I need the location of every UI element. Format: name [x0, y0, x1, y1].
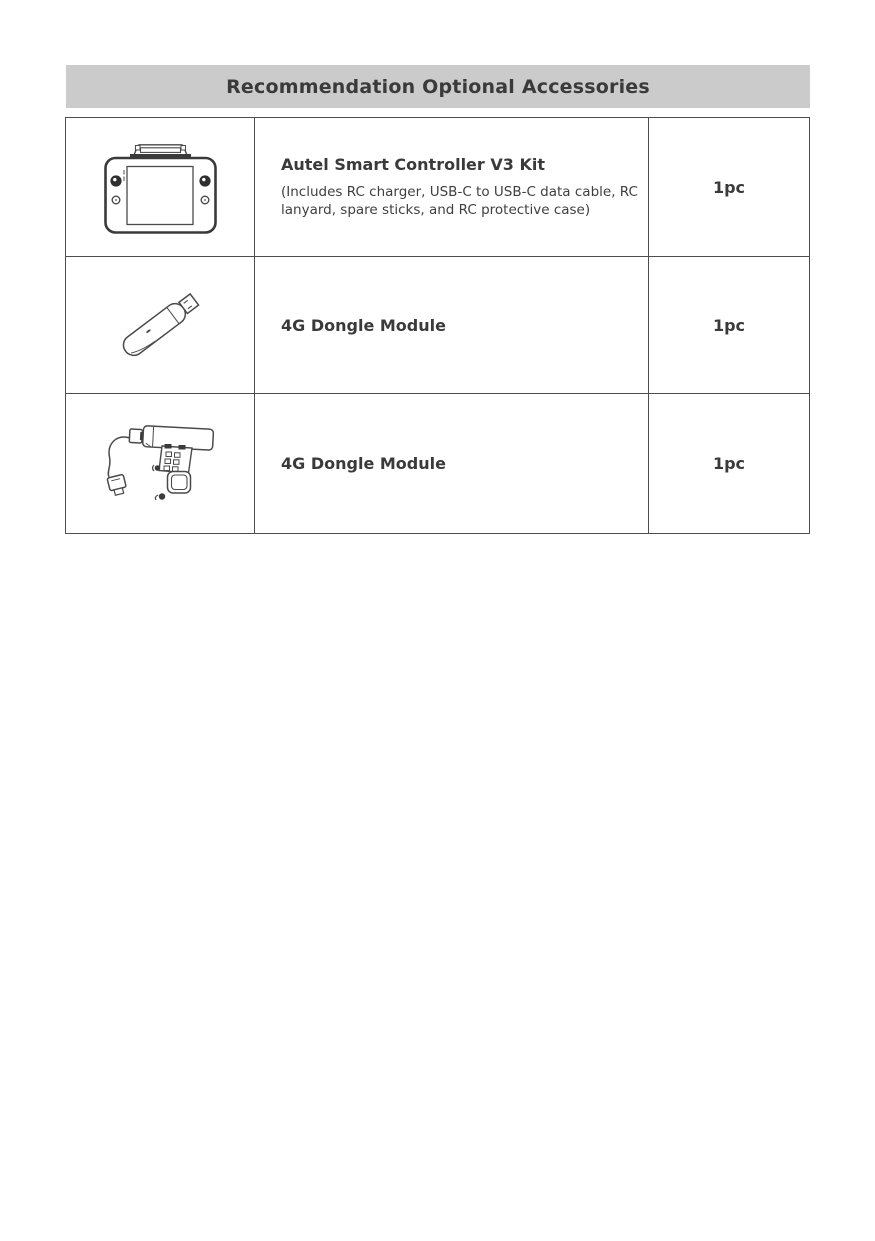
table-row-2-description-cell [255, 257, 649, 394]
item-quantity: 1pc [712, 454, 746, 473]
table-row-1-description-cell [255, 118, 649, 257]
table-row-2-image-cell [66, 257, 255, 394]
item-quantity: 1pc [712, 315, 746, 335]
4g-dongle-cable-mount-illustration [104, 419, 216, 509]
accessories-table [65, 117, 810, 534]
section-header-bar [66, 65, 810, 108]
item-name: 4G Dongle Module [281, 454, 446, 473]
smart-controller-illustration [104, 141, 217, 234]
table-row-1-image-cell [66, 118, 255, 257]
table-row-3-description-cell [255, 394, 649, 533]
item-quantity: 1pc [712, 177, 746, 197]
section-title: Recommendation Optional Accessories [226, 75, 650, 98]
table-row-1-quantity-cell [649, 118, 809, 257]
table-row-3-image-cell [66, 394, 255, 533]
item-name: 4G Dongle Module [281, 315, 446, 335]
table-row-3-quantity-cell [649, 394, 809, 533]
item-name: Autel Smart Controller V3 Kit [281, 154, 545, 174]
item-description: (Includes RC charger, USB-C to USB-C data cable, RC lanyard, spare sticks, and RC protective case) [281, 183, 638, 218]
table-row-2-quantity-cell [649, 257, 809, 394]
4g-dongle-usb-stick-illustration [116, 281, 204, 369]
